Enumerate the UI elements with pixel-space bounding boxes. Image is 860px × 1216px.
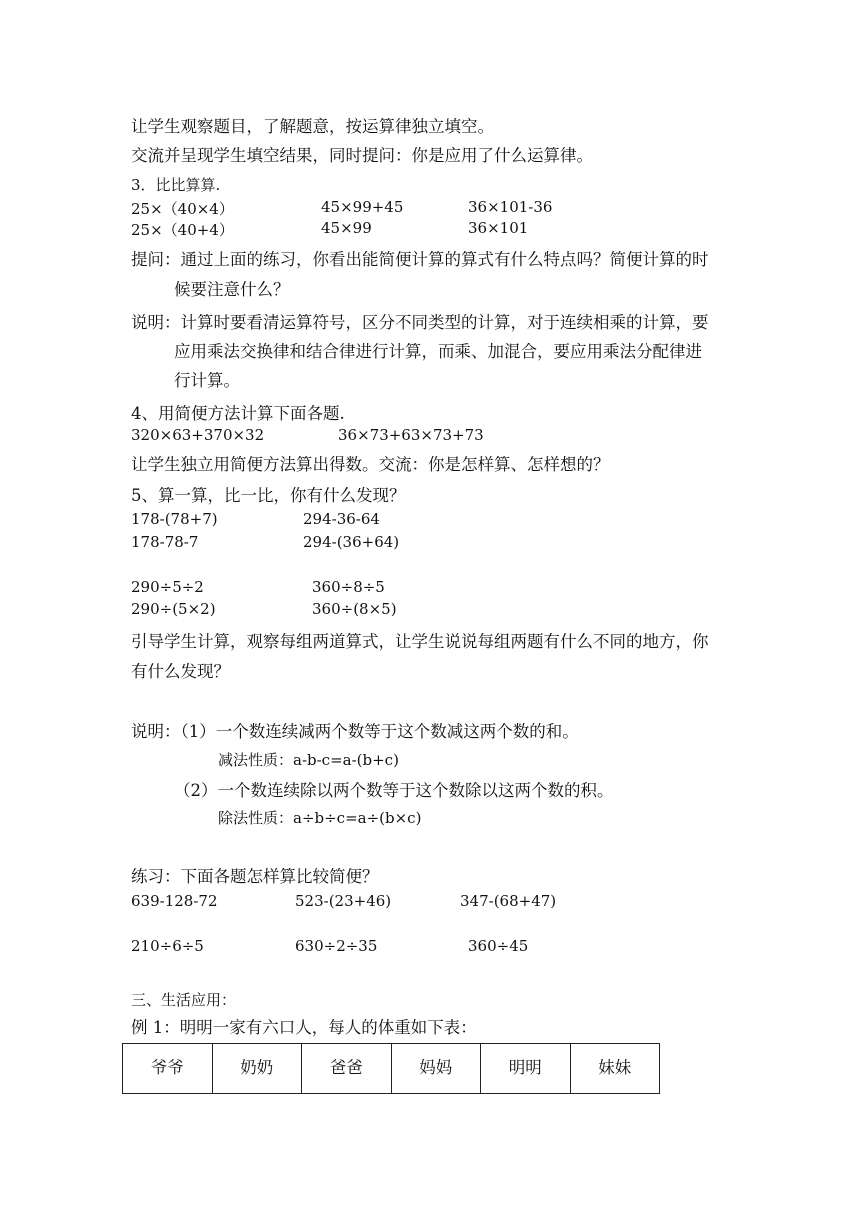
table-cell: 妹妹 xyxy=(570,1044,660,1094)
section-heading: 5、算一算，比一比，你有什么发现？ xyxy=(131,486,406,505)
expression: 639-128-72 xyxy=(131,892,218,910)
table-cell: 妈妈 xyxy=(391,1044,481,1094)
weight-table xyxy=(122,1043,660,1094)
table-cell: 爸爸 xyxy=(302,1044,392,1094)
text-line: 例 1：明明一家有六口人，每人的体重如下表： xyxy=(131,1018,477,1037)
section-heading: 4、用简便方法计算下面各题. xyxy=(131,404,345,423)
formula: 减法性质：a-b-c=a-(b+c) xyxy=(218,751,399,769)
expression: 523-(23+46) xyxy=(295,892,392,910)
expression: 294-(36+64) xyxy=(303,533,400,551)
table-row xyxy=(123,1044,660,1094)
expression: 320×63+370×32 xyxy=(131,426,265,444)
expression: 45×99+45 xyxy=(321,198,404,216)
formula: 除法性质：a÷b÷c=a÷(b×c) xyxy=(218,809,422,827)
text-line: 交流并呈现学生填空结果，同时提问：你是应用了什么运算律。 xyxy=(131,146,593,165)
expression: 36×101-36 xyxy=(468,198,553,216)
table-cell: 爷爷 xyxy=(123,1044,213,1094)
text-line: 有什么发现？ xyxy=(131,662,230,681)
expression: 36×73+63×73+73 xyxy=(338,426,484,444)
text-line: 提问：通过上面的练习，你看出能简便计算的算式有什么特点吗？简便计算的时 xyxy=(131,250,709,269)
expression: 25×（40×4） xyxy=(131,200,234,218)
expression: 178-78-7 xyxy=(131,533,199,551)
expression: 360÷45 xyxy=(468,937,529,955)
expression: 178-(78+7) xyxy=(131,510,218,528)
expression: 294-36-64 xyxy=(303,510,380,528)
expression: 630÷2÷35 xyxy=(295,937,378,955)
text-line: 候要注意什么？ xyxy=(174,280,290,299)
text-line: 说明：计算时要看清运算符号，区分不同类型的计算，对于连续相乘的计算，要 xyxy=(131,313,709,332)
text-line: 让学生观察题目，了解题意，按运算律独立填空。 xyxy=(131,117,494,136)
table-cell: 明明 xyxy=(481,1044,571,1094)
expression: 290÷5÷2 xyxy=(131,578,204,596)
expression: 360÷(8×5) xyxy=(312,600,397,618)
text-line: 引导学生计算，观察每组两道算式，让学生说说每组两题有什么不同的地方，你 xyxy=(131,632,709,651)
table-cell: 奶奶 xyxy=(212,1044,302,1094)
expression: 45×99 xyxy=(321,219,372,237)
section-heading: 练习：下面各题怎样算比较简便？ xyxy=(131,867,379,886)
section-heading: 三、生活应用： xyxy=(131,991,237,1009)
expression: 36×101 xyxy=(468,219,529,237)
text-line: 让学生独立用简便方法算出得数。交流：你是怎样算、怎样想的？ xyxy=(131,455,610,474)
text-line: 应用乘法交换律和结合律进行计算，而乘、加混合，要应用乘法分配律进 xyxy=(174,342,702,361)
text-line: （2）一个数连续除以两个数等于这个数除以这两个数的积。 xyxy=(174,781,614,800)
expression: 25×（40+4） xyxy=(131,221,234,239)
expression: 360÷8÷5 xyxy=(312,578,385,596)
text-line: 行计算。 xyxy=(174,371,240,390)
expression: 347-(68+47) xyxy=(460,892,557,910)
text-line: 说明：（1）一个数连续减两个数等于这个数减这两个数的和。 xyxy=(131,722,579,741)
section-heading: 3．比比算算. xyxy=(131,176,221,194)
expression: 210÷6÷5 xyxy=(131,937,204,955)
expression: 290÷(5×2) xyxy=(131,600,216,618)
